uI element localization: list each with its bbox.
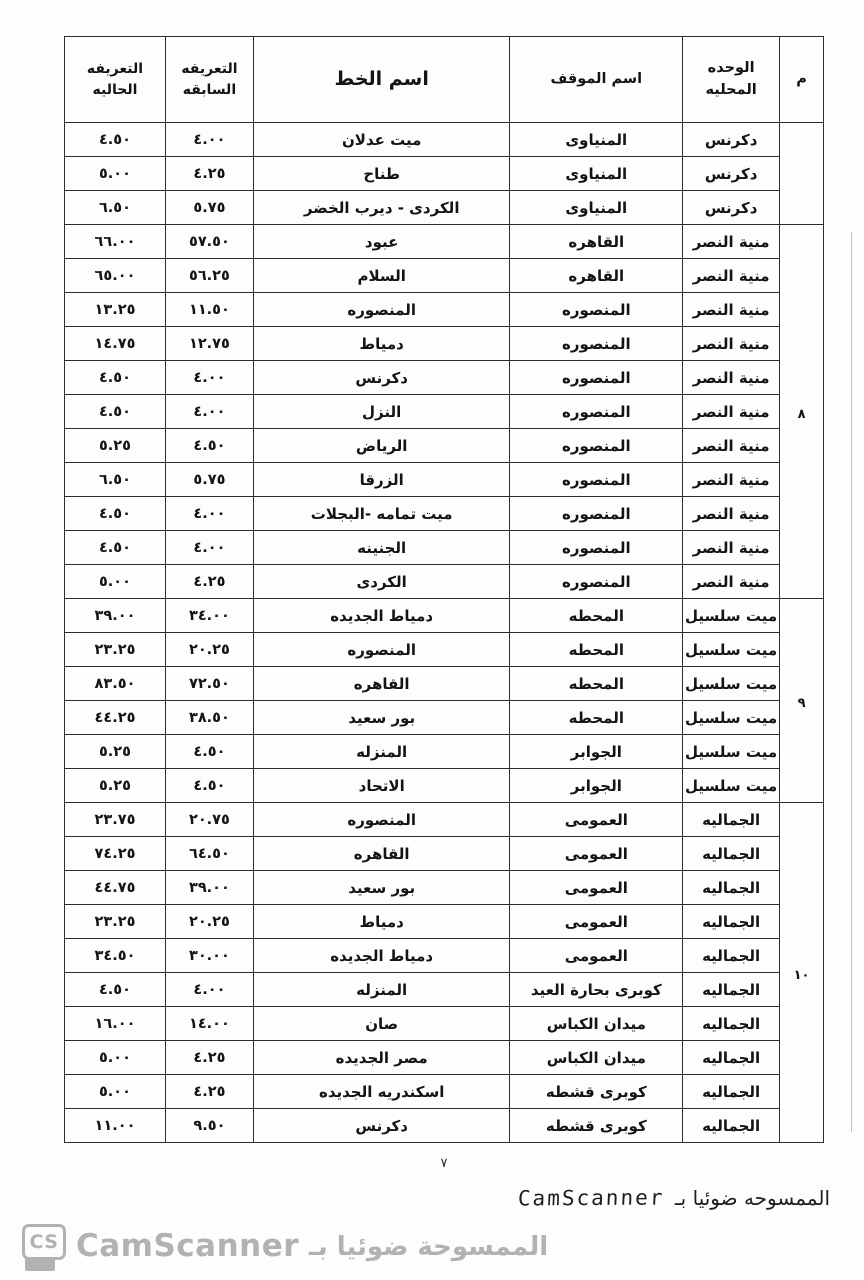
table-row	[65, 1007, 824, 1041]
cell-line-name: عبود	[253, 225, 510, 259]
cell-current-tariff: ٤.٥٠	[65, 123, 166, 157]
cell-previous-tariff: ٥.٧٥	[165, 463, 253, 497]
cell-current-tariff: ٨٣.٥٠	[65, 667, 166, 701]
cell-line-name: صان	[253, 1007, 510, 1041]
cell-previous-tariff: ١٢.٧٥	[165, 327, 253, 361]
cell-stop-name: المنصوره	[510, 565, 683, 599]
table-row	[65, 1041, 824, 1075]
table-row	[65, 803, 824, 837]
camscanner-logo-icon	[22, 1224, 66, 1274]
table-body	[65, 123, 824, 1143]
cell-line-name: الكردى - ديرب الخضر	[253, 191, 510, 225]
cell-line-name: الجنينه	[253, 531, 510, 565]
cell-local-unit: منية النصر	[683, 259, 780, 293]
cell-line-name: دمياط	[253, 327, 510, 361]
table-row	[65, 565, 824, 599]
table-row	[65, 905, 824, 939]
cell-line-name: الرياض	[253, 429, 510, 463]
cell-line-name: دمياط الجديده	[253, 599, 510, 633]
cell-local-unit: ميت سلسيل	[683, 633, 780, 667]
cell-stop-name: كوبرى قشطه	[510, 1075, 683, 1109]
cell-previous-tariff: ٤.٠٠	[165, 395, 253, 429]
cell-local-unit: الجماليه	[683, 973, 780, 1007]
cell-current-tariff: ١٣.٢٥	[65, 293, 166, 327]
cell-stop-name: ميدان الكباس	[510, 1007, 683, 1041]
cell-stop-name: المنصوره	[510, 293, 683, 327]
cell-local-unit: منية النصر	[683, 225, 780, 259]
cell-previous-tariff: ٣٩.٠٠	[165, 871, 253, 905]
col-header-line-name: اسم الخط	[253, 37, 510, 123]
cell-previous-tariff: ٥.٧٥	[165, 191, 253, 225]
table-row	[65, 497, 824, 531]
col-header-local-unit: الوحده المحليه	[683, 37, 780, 123]
cell-local-unit: الجماليه	[683, 939, 780, 973]
cell-line-name: المنزله	[253, 973, 510, 1007]
cell-previous-tariff: ٧٢.٥٠	[165, 667, 253, 701]
cell-stop-name: القاهره	[510, 225, 683, 259]
cell-previous-tariff: ٥٧.٥٠	[165, 225, 253, 259]
camscanner-watermark	[22, 1224, 548, 1274]
cell-line-name: المنصوره	[253, 633, 510, 667]
cell-line-name: الزرقا	[253, 463, 510, 497]
cell-local-unit: ميت سلسيل	[683, 667, 780, 701]
table-row	[65, 327, 824, 361]
cell-stop-name: كوبرى بحارة العيد	[510, 973, 683, 1007]
cell-line-name: ميت تمامه -البجلات	[253, 497, 510, 531]
table-row	[65, 395, 824, 429]
cell-local-unit: منية النصر	[683, 565, 780, 599]
cell-line-name: دكرنس	[253, 1109, 510, 1143]
table-row	[65, 973, 824, 1007]
table-row	[65, 293, 824, 327]
cell-current-tariff: ١٦.٠٠	[65, 1007, 166, 1041]
cell-previous-tariff: ٢٠.٢٥	[165, 905, 253, 939]
cell-local-unit: منية النصر	[683, 429, 780, 463]
cell-previous-tariff: ٣٠.٠٠	[165, 939, 253, 973]
cell-line-name: المنزله	[253, 735, 510, 769]
cell-previous-tariff: ٤.٥٠	[165, 735, 253, 769]
cell-line-name: الاتحاد	[253, 769, 510, 803]
cell-stop-name: ميدان الكباس	[510, 1041, 683, 1075]
table-row	[65, 769, 824, 803]
cell-previous-tariff: ٩.٥٠	[165, 1109, 253, 1143]
col-header-current-tariff: التعريفه الحاليه	[65, 37, 166, 123]
cell-local-unit: الجماليه	[683, 905, 780, 939]
cell-line-name: بور سعيد	[253, 871, 510, 905]
cell-current-tariff: ٢٣.٢٥	[65, 633, 166, 667]
cell-local-unit: منية النصر	[683, 531, 780, 565]
cell-previous-tariff: ٤.٢٥	[165, 565, 253, 599]
cell-serial: ٨	[780, 225, 824, 599]
cell-current-tariff: ٥.٢٥	[65, 735, 166, 769]
cell-local-unit: ميت سلسيل	[683, 701, 780, 735]
table-row	[65, 191, 824, 225]
cell-local-unit: ميت سلسيل	[683, 599, 780, 633]
table-row	[65, 123, 824, 157]
cell-local-unit: منية النصر	[683, 395, 780, 429]
cell-current-tariff: ٤٤.٢٥	[65, 701, 166, 735]
cell-line-name: السلام	[253, 259, 510, 293]
cell-stop-name: الجوابر	[510, 769, 683, 803]
table-row	[65, 633, 824, 667]
cell-line-name: النزل	[253, 395, 510, 429]
cell-local-unit: ميت سلسيل	[683, 769, 780, 803]
table-header-row	[65, 37, 824, 123]
table-row	[65, 667, 824, 701]
table-row	[65, 1075, 824, 1109]
cell-serial: ١٠	[780, 803, 824, 1143]
cell-local-unit: ميت سلسيل	[683, 735, 780, 769]
cell-stop-name: المحطه	[510, 633, 683, 667]
cell-stop-name: المنصوره	[510, 497, 683, 531]
cell-local-unit: منية النصر	[683, 293, 780, 327]
cell-line-name: المنصوره	[253, 293, 510, 327]
cell-stop-name: القاهره	[510, 259, 683, 293]
cell-current-tariff: ٥.٠٠	[65, 565, 166, 599]
cell-stop-name: المحطه	[510, 667, 683, 701]
cell-current-tariff: ٦.٥٠	[65, 191, 166, 225]
scan-note-arabic-text: الممسوحه ضوئيا بـ	[674, 1186, 830, 1210]
cell-previous-tariff: ٤.٠٠	[165, 531, 253, 565]
cell-previous-tariff: ٣٨.٥٠	[165, 701, 253, 735]
cell-local-unit: الجماليه	[683, 871, 780, 905]
table-row	[65, 599, 824, 633]
cell-current-tariff: ٥.٢٥	[65, 429, 166, 463]
cell-local-unit: منية النصر	[683, 497, 780, 531]
cell-current-tariff: ٦٥.٠٠	[65, 259, 166, 293]
cell-local-unit: الجماليه	[683, 1109, 780, 1143]
table-row	[65, 429, 824, 463]
handwritten-scan-note	[518, 1186, 830, 1210]
cell-stop-name: المنصوره	[510, 531, 683, 565]
cell-stop-name: المحطه	[510, 599, 683, 633]
cell-previous-tariff: ٤.٥٠	[165, 429, 253, 463]
watermark-brand-text: CamScanner	[76, 1228, 300, 1264]
cell-stop-name: المحطه	[510, 701, 683, 735]
cell-previous-tariff: ٤.٢٥	[165, 1041, 253, 1075]
cell-current-tariff: ٤.٥٠	[65, 531, 166, 565]
cell-current-tariff: ٦.٥٠	[65, 463, 166, 497]
col-header-serial: م	[780, 37, 824, 123]
cell-stop-name: المنياوى	[510, 123, 683, 157]
cell-stop-name: المنصوره	[510, 429, 683, 463]
cell-current-tariff: ٤.٥٠	[65, 395, 166, 429]
cell-previous-tariff: ١١.٥٠	[165, 293, 253, 327]
cell-current-tariff: ٥.٢٥	[65, 769, 166, 803]
cell-stop-name: العمومى	[510, 905, 683, 939]
cell-current-tariff: ١٤.٧٥	[65, 327, 166, 361]
cell-local-unit: منية النصر	[683, 361, 780, 395]
cell-current-tariff: ٤٤.٧٥	[65, 871, 166, 905]
camscanner-logo-tab	[25, 1258, 55, 1271]
cell-local-unit: دكرنس	[683, 191, 780, 225]
cell-previous-tariff: ٢٠.٧٥	[165, 803, 253, 837]
cell-local-unit: منية النصر	[683, 463, 780, 497]
watermark-arabic-text: الممسوحة ضوئيا بـ	[309, 1232, 549, 1262]
cell-current-tariff: ٢٣.٢٥	[65, 905, 166, 939]
cell-line-name: دكرنس	[253, 361, 510, 395]
cell-line-name: المنصوره	[253, 803, 510, 837]
cell-stop-name: العمومى	[510, 939, 683, 973]
cell-line-name: ميت عدلان	[253, 123, 510, 157]
col-header-stop-name: اسم الموقف	[510, 37, 683, 123]
paper-edge-line	[851, 232, 852, 1132]
col-header-previous-tariff: التعريفه السابقه	[165, 37, 253, 123]
cell-previous-tariff: ٤.٠٠	[165, 361, 253, 395]
cell-stop-name: الجوابر	[510, 735, 683, 769]
table-row	[65, 939, 824, 973]
cell-serial	[780, 123, 824, 225]
cell-local-unit: الجماليه	[683, 1075, 780, 1109]
cell-previous-tariff: ٦٤.٥٠	[165, 837, 253, 871]
cell-current-tariff: ١١.٠٠	[65, 1109, 166, 1143]
cell-local-unit: دكرنس	[683, 123, 780, 157]
cell-current-tariff: ٤.٥٠	[65, 497, 166, 531]
table-row	[65, 463, 824, 497]
table-row	[65, 701, 824, 735]
cell-previous-tariff: ٤.٥٠	[165, 769, 253, 803]
cell-line-name: القاهره	[253, 837, 510, 871]
cell-serial: ٩	[780, 599, 824, 803]
table-row	[65, 735, 824, 769]
cell-previous-tariff: ٤.٠٠	[165, 497, 253, 531]
cell-stop-name: المنياوى	[510, 191, 683, 225]
cell-stop-name: المنياوى	[510, 157, 683, 191]
camscanner-logo-letters: CS	[22, 1224, 66, 1260]
cell-local-unit: الجماليه	[683, 1007, 780, 1041]
cell-previous-tariff: ٤.٠٠	[165, 973, 253, 1007]
cell-line-name: دمياط	[253, 905, 510, 939]
cell-current-tariff: ٦٦.٠٠	[65, 225, 166, 259]
cell-current-tariff: ٧٤.٢٥	[65, 837, 166, 871]
cell-local-unit: منية النصر	[683, 327, 780, 361]
cell-current-tariff: ٤.٥٠	[65, 973, 166, 1007]
cell-local-unit: الجماليه	[683, 1041, 780, 1075]
cell-line-name: طناح	[253, 157, 510, 191]
cell-line-name: بور سعيد	[253, 701, 510, 735]
cell-current-tariff: ٥.٠٠	[65, 157, 166, 191]
cell-stop-name: المنصوره	[510, 395, 683, 429]
table-row	[65, 871, 824, 905]
table-row	[65, 837, 824, 871]
cell-stop-name: المنصوره	[510, 463, 683, 497]
cell-previous-tariff: ١٤.٠٠	[165, 1007, 253, 1041]
cell-previous-tariff: ٤.٢٥	[165, 157, 253, 191]
cell-current-tariff: ٢٣.٧٥	[65, 803, 166, 837]
cell-current-tariff: ٥.٠٠	[65, 1075, 166, 1109]
cell-previous-tariff: ٥٦.٢٥	[165, 259, 253, 293]
cell-local-unit: الجماليه	[683, 837, 780, 871]
cell-current-tariff: ٣٩.٠٠	[65, 599, 166, 633]
cell-current-tariff: ٣٤.٥٠	[65, 939, 166, 973]
tariff-table	[64, 36, 824, 1143]
cell-stop-name: العمومى	[510, 803, 683, 837]
cell-previous-tariff: ٤.٢٥	[165, 1075, 253, 1109]
cell-line-name: دمياط الجديده	[253, 939, 510, 973]
cell-local-unit: دكرنس	[683, 157, 780, 191]
table-row	[65, 259, 824, 293]
cell-stop-name: المنصوره	[510, 361, 683, 395]
scan-note-brand-text: CamScanner	[517, 1185, 666, 1211]
table-row	[65, 1109, 824, 1143]
cell-stop-name: العمومى	[510, 837, 683, 871]
cell-previous-tariff: ٢٠.٢٥	[165, 633, 253, 667]
cell-stop-name: كوبرى قشطه	[510, 1109, 683, 1143]
cell-previous-tariff: ٣٤.٠٠	[165, 599, 253, 633]
cell-line-name: القاهره	[253, 667, 510, 701]
table-row	[65, 157, 824, 191]
page-number: ٧	[440, 1156, 448, 1171]
cell-stop-name: المنصوره	[510, 327, 683, 361]
cell-previous-tariff: ٤.٠٠	[165, 123, 253, 157]
table-row	[65, 531, 824, 565]
cell-current-tariff: ٥.٠٠	[65, 1041, 166, 1075]
cell-local-unit: الجماليه	[683, 803, 780, 837]
cell-current-tariff: ٤.٥٠	[65, 361, 166, 395]
table-row	[65, 225, 824, 259]
cell-stop-name: العمومى	[510, 871, 683, 905]
cell-line-name: مصر الجديده	[253, 1041, 510, 1075]
cell-line-name: اسكندريه الجديده	[253, 1075, 510, 1109]
table-row	[65, 361, 824, 395]
cell-line-name: الكردى	[253, 565, 510, 599]
